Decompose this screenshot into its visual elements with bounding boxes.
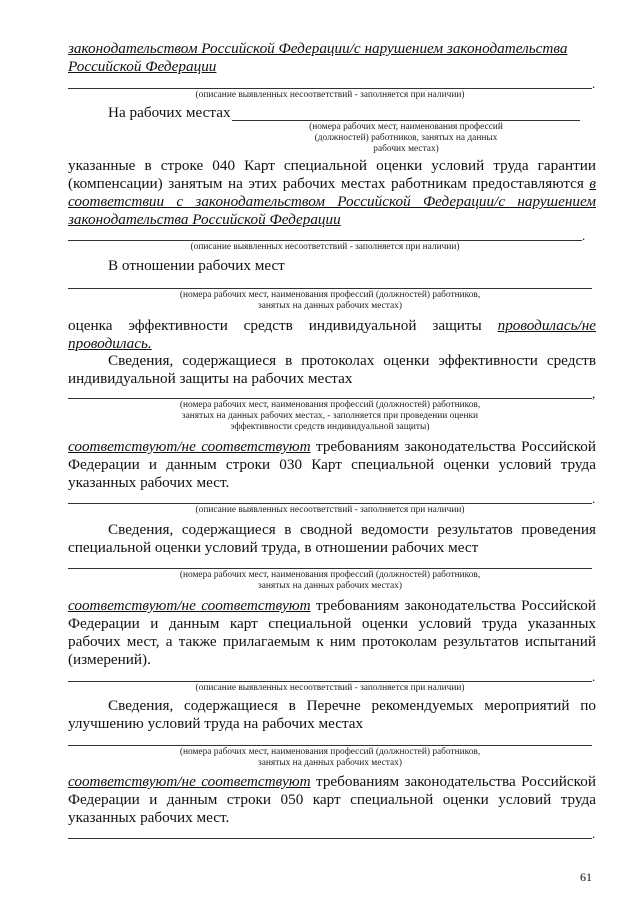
fill-line <box>68 88 592 89</box>
fill-line <box>68 240 582 241</box>
caption: (номера рабочих мест, наименования профессий (должностей) работников, занятых на данных рабочих местах) <box>179 747 481 768</box>
fill-line <box>68 398 592 399</box>
caption: (описание выявленных несоответствий - заполняется при наличии) <box>195 683 465 693</box>
label-regarding-workplaces: В отношении рабочих мест <box>108 257 285 274</box>
paragraph-guarantees: указанные в строке 040 Карт специальной оценки условий труда гарантии (компенсации) занятым на этих рабочих местах работникам предоставляются в соответствии с законодательством Российской Федерации/с нарушением законодательства Российской Федерации <box>68 157 596 228</box>
paragraph-measures-compliance: соответствуют/не соответствуют требованиям законодательства Российской Федерации и данным строки 050 карт специальной оценки условий труда указанных рабочих мест. <box>68 773 596 826</box>
underlined-choice: в соответствии с законодательством Российской Федерации/с нарушением законодательства Российской Федерации <box>68 175 596 228</box>
caption: (описание выявленных несоответствий - заполняется при наличии) <box>195 505 465 515</box>
fill-line <box>68 503 592 504</box>
page-number: 61 <box>580 870 592 884</box>
fill-line <box>68 838 592 839</box>
caption: (номера рабочих мест, наименования профессий (должностей) работников, занятых на данных рабочих местах) <box>179 570 481 591</box>
caption: (описание выявленных несоответствий - заполняется при наличии) <box>190 242 460 252</box>
fill-line <box>68 745 592 746</box>
fill-line <box>68 568 592 569</box>
paragraph-ppe-compliance: соответствуют/не соответствуют требованиям законодательства Российской Федерации и данным строки 030 Карт специальной оценки условий труда указанных рабочих мест. <box>68 438 596 491</box>
paragraph-measures-list: Сведения, содержащиеся в Перечне рекомендуемых мероприятий по улучшению условий труда на рабочих местах <box>68 697 596 732</box>
comma: , <box>592 386 596 401</box>
paragraph-ppe-protocols: Сведения, содержащиеся в протоколах оценки эффективности средств индивидуальной защиты на рабочих местах <box>68 352 596 387</box>
paragraph-ppe-assessment: оценка эффективности средств индивидуальной защиты проводилась/не проводилась. <box>68 317 596 352</box>
fill-line <box>232 120 580 121</box>
period: . <box>592 76 596 91</box>
fill-line <box>68 681 592 682</box>
period: . <box>592 491 596 506</box>
period: . <box>592 669 596 684</box>
underlined-choice: соответствуют/не соответствуют <box>68 438 311 455</box>
caption: (номера рабочих мест, наименования профессий (должностей) работников, занятых на данных рабочих местах, - заполняется при проведении оценки эффективности средств индивидуальной защиты) <box>179 400 481 432</box>
paragraph-summary-compliance: соответствуют/не соответствуют требованиям законодательства Российской Федерации и данным карт специальной оценки условий труда указанных рабочих мест, а также прилагаемым к ним протоколам результатов испытаний (измерений). <box>68 597 596 668</box>
caption: (номера рабочих мест, наименования профессий (должностей) работников, занятых на данных рабочих местах) <box>309 122 503 154</box>
underlined-choice: соответствуют/не соответствуют <box>68 597 311 614</box>
paragraph-legislation-continuation <box>68 40 596 76</box>
caption: (описание выявленных несоответствий - заполняется при наличии) <box>195 90 465 100</box>
paragraph-summary-sheet: Сведения, содержащиеся в сводной ведомости результатов проведения специальной оценки условий труда, в отношении рабочих мест <box>68 521 596 556</box>
period: . <box>582 228 586 243</box>
underlined-choice-cont: Российской Федерации <box>68 58 217 75</box>
underlined-choice: соответствуют/не соответствуют <box>68 773 311 790</box>
caption: (номера рабочих мест, наименования профессий (должностей) работников, занятых на данных рабочих местах) <box>179 290 481 311</box>
underlined-choice: законодательством Российской Федерации/с нарушением законодательства <box>68 40 568 57</box>
label-workplaces: На рабочих местах <box>108 104 231 121</box>
period: . <box>592 826 596 841</box>
underlined-choice: проводилась/не проводилась. <box>68 317 596 352</box>
fill-line <box>68 288 592 289</box>
